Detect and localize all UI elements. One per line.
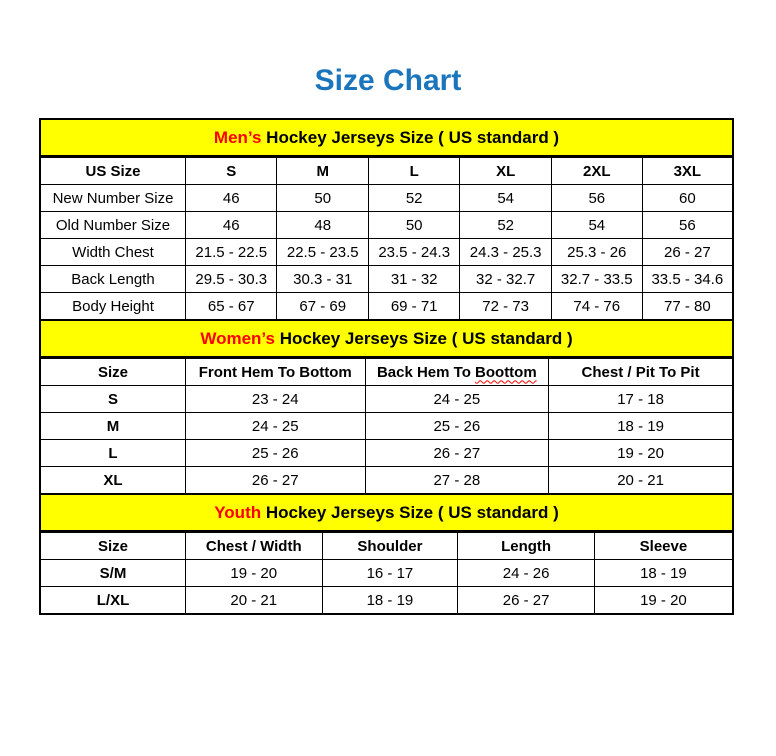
table-row	[40, 239, 733, 266]
womens-column-header: Chest / Pit To Pit	[549, 359, 733, 386]
womens-column-header: Front Hem To Bottom	[186, 359, 365, 386]
table-row	[40, 386, 733, 413]
size-value-cell: 54	[460, 185, 551, 212]
mens-column-header: US Size	[40, 158, 186, 185]
size-value-cell: 56	[551, 185, 642, 212]
size-value-cell: 25 - 26	[186, 440, 365, 467]
size-value-cell: 22.5 - 23.5	[277, 239, 368, 266]
size-value-cell: 16 - 17	[322, 560, 458, 587]
size-value-cell: 19 - 20	[594, 587, 733, 615]
row-label: L/XL	[40, 587, 186, 615]
size-value-cell: 26 - 27	[458, 587, 595, 615]
youth-column-header: Chest / Width	[186, 533, 323, 560]
page-title: Size Chart	[314, 64, 462, 97]
womens-banner-text: Hockey Jerseys Size ( US standard )	[274, 328, 573, 348]
size-value-cell: 56	[642, 212, 733, 239]
youth-banner-text: Hockey Jerseys Size ( US standard )	[261, 502, 559, 522]
size-value-cell: 18 - 19	[594, 560, 733, 587]
row-label: New Number Size	[40, 185, 186, 212]
size-value-cell: 17 - 18	[549, 386, 733, 413]
size-value-cell: 24 - 25	[365, 386, 549, 413]
table-row	[40, 467, 733, 495]
mens-column-header: 3XL	[642, 158, 733, 185]
youth-header-row	[40, 533, 733, 560]
size-value-cell: 20 - 21	[549, 467, 733, 495]
size-value-cell: 46	[186, 185, 277, 212]
size-value-cell: 33.5 - 34.6	[642, 266, 733, 293]
youth-column-header: Size	[40, 533, 186, 560]
size-value-cell: 18 - 19	[322, 587, 458, 615]
womens-header-row	[40, 359, 733, 386]
size-value-cell: 19 - 20	[549, 440, 733, 467]
mens-column-header: S	[186, 158, 277, 185]
row-label: M	[40, 413, 186, 440]
size-value-cell: 77 - 80	[642, 293, 733, 321]
size-value-cell: 46	[186, 212, 277, 239]
size-section-youth	[39, 495, 734, 615]
size-section-womens	[39, 321, 734, 495]
misspelled-word: Boottom	[475, 363, 537, 381]
row-label: Body Height	[40, 293, 186, 321]
size-value-cell: 19 - 20	[186, 560, 323, 587]
size-value-cell: 23 - 24	[186, 386, 365, 413]
row-label: L	[40, 440, 186, 467]
size-value-cell: 48	[277, 212, 368, 239]
size-value-cell: 26 - 27	[186, 467, 365, 495]
womens-banner	[39, 321, 734, 358]
table-row	[40, 293, 733, 321]
size-value-cell: 25 - 26	[365, 413, 549, 440]
size-value-cell: 32 - 32.7	[460, 266, 551, 293]
mens-column-header: L	[368, 158, 459, 185]
table-row	[40, 413, 733, 440]
size-value-cell: 20 - 21	[186, 587, 323, 615]
size-value-cell: 50	[368, 212, 459, 239]
mens-column-header: 2XL	[551, 158, 642, 185]
size-value-cell: 65 - 67	[186, 293, 277, 321]
mens-column-header: XL	[460, 158, 551, 185]
size-tables	[39, 118, 734, 615]
mens-banner	[39, 118, 734, 157]
size-value-cell: 52	[460, 212, 551, 239]
size-value-cell: 52	[368, 185, 459, 212]
row-label: XL	[40, 467, 186, 495]
size-value-cell: 24.3 - 25.3	[460, 239, 551, 266]
size-value-cell: 67 - 69	[277, 293, 368, 321]
youth-table	[39, 532, 734, 615]
size-value-cell: 74 - 76	[551, 293, 642, 321]
size-value-cell: 27 - 28	[365, 467, 549, 495]
mens-table	[39, 157, 734, 321]
size-value-cell: 30.3 - 31	[277, 266, 368, 293]
table-row	[40, 560, 733, 587]
size-value-cell: 60	[642, 185, 733, 212]
size-value-cell: 18 - 19	[549, 413, 733, 440]
youth-column-header: Sleeve	[594, 533, 733, 560]
size-value-cell: 72 - 73	[460, 293, 551, 321]
size-section-mens	[39, 118, 734, 321]
size-value-cell: 24 - 26	[458, 560, 595, 587]
size-value-cell: 32.7 - 33.5	[551, 266, 642, 293]
size-value-cell: 26 - 27	[642, 239, 733, 266]
womens-table	[39, 358, 734, 495]
youth-column-header: Length	[458, 533, 595, 560]
size-value-cell: 69 - 71	[368, 293, 459, 321]
womens-banner-accent: Women’s	[200, 328, 275, 348]
womens-column-header: Back Hem To Boottom	[365, 359, 549, 386]
mens-banner-accent: Men’s	[213, 127, 262, 147]
size-value-cell: 21.5 - 22.5	[186, 239, 277, 266]
youth-banner-accent: Youth	[214, 502, 262, 522]
row-label: Old Number Size	[40, 212, 186, 239]
mens-column-header: M	[277, 158, 368, 185]
mens-banner-text: Hockey Jerseys Size ( US standard )	[261, 127, 560, 147]
size-value-cell: 31 - 32	[368, 266, 459, 293]
size-value-cell: 29.5 - 30.3	[186, 266, 277, 293]
womens-column-header: Size	[40, 359, 186, 386]
size-value-cell: 24 - 25	[186, 413, 365, 440]
size-value-cell: 26 - 27	[365, 440, 549, 467]
size-value-cell: 54	[551, 212, 642, 239]
size-value-cell: 50	[277, 185, 368, 212]
row-label: Back Length	[40, 266, 186, 293]
row-label: S/M	[40, 560, 186, 587]
table-row	[40, 587, 733, 615]
table-row	[40, 440, 733, 467]
table-row	[40, 212, 733, 239]
mens-header-row	[40, 158, 733, 185]
size-value-cell: 23.5 - 24.3	[368, 239, 459, 266]
youth-banner	[39, 495, 734, 532]
row-label: S	[40, 386, 186, 413]
youth-column-header: Shoulder	[322, 533, 458, 560]
row-label: Width Chest	[40, 239, 186, 266]
table-row	[40, 266, 733, 293]
table-row	[40, 185, 733, 212]
size-value-cell: 25.3 - 26	[551, 239, 642, 266]
size-chart-page	[0, 64, 776, 615]
